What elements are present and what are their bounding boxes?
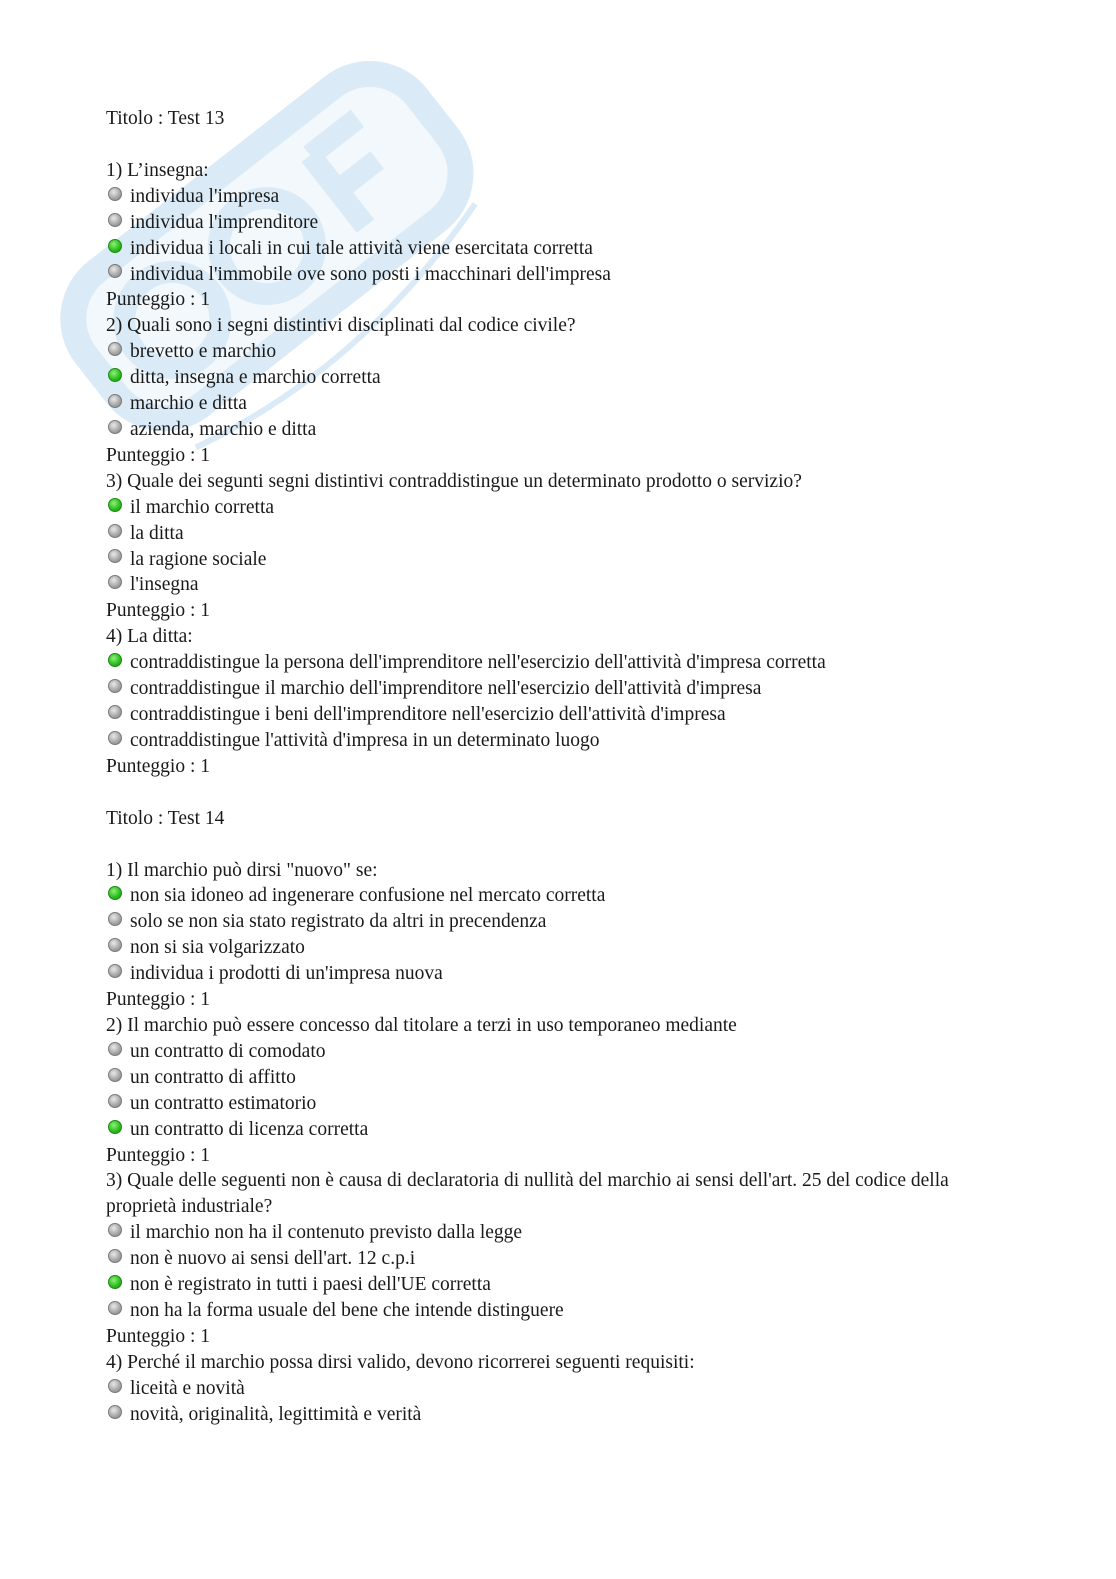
correct-answer-icon (108, 239, 122, 253)
answer-bullet-icon (108, 1249, 122, 1263)
answer-option-text: individua l'imprenditore (130, 211, 319, 233)
question-text: 3) Quale dei segunti segni distintivi contraddistingue un determinato prodotto o servizio? (106, 470, 802, 492)
question-text: 4) Perché il marchio possa dirsi valido, devono ricorrerei seguenti requisiti: (106, 1351, 695, 1373)
answer-bullet-icon (108, 679, 122, 693)
answer-option (106, 1402, 986, 1428)
question-text: 1) L’insegna: (106, 159, 209, 181)
answer-option-text: non sia idoneo ad ingenerare confusione nel mercato corretta (130, 885, 606, 907)
answer-option-text: un contratto di affitto (130, 1066, 296, 1088)
answer-option-text: contraddistingue l'attività d'impresa in un determinato luogo (130, 729, 600, 751)
score-text: Punteggio : 1 (106, 1144, 211, 1166)
answer-bullet-icon (108, 1068, 122, 1082)
score-text: Punteggio : 1 (106, 289, 211, 311)
answer-option (106, 365, 986, 391)
answer-option (106, 650, 986, 676)
correct-answer-icon (108, 653, 122, 667)
question-text: 4) La ditta: (106, 626, 193, 648)
answer-bullet-icon (108, 705, 122, 719)
answer-option (106, 262, 986, 288)
test-block (106, 106, 986, 780)
answer-bullet-icon (108, 264, 122, 278)
answer-option (106, 236, 986, 262)
answer-bullet-icon (108, 342, 122, 356)
answer-option (106, 521, 986, 547)
answer-option (106, 1376, 986, 1402)
answer-option-text: il marchio corretta (130, 496, 275, 518)
score-text: Punteggio : 1 (106, 600, 211, 622)
answer-option (106, 883, 986, 909)
answer-option-text: non è nuovo ai sensi dell'art. 12 c.p.i (130, 1248, 416, 1270)
answer-option (106, 1117, 986, 1143)
answer-option (106, 702, 986, 728)
answer-bullet-icon (108, 938, 122, 952)
correct-answer-icon (108, 368, 122, 382)
test-content (106, 106, 986, 1428)
answer-option (106, 1272, 986, 1298)
answer-option (106, 1039, 986, 1065)
answer-option (106, 184, 986, 210)
answer-option-text: solo se non sia stato registrato da altri in precendenza (130, 911, 547, 933)
answer-option-text: un contratto di comodato (130, 1040, 326, 1062)
answer-option-text: ditta, insegna e marchio corretta (130, 367, 381, 389)
answer-option (106, 935, 986, 961)
answer-option-text: individua i prodotti di un'impresa nuova (130, 963, 443, 985)
answer-bullet-icon (108, 1042, 122, 1056)
answer-option (106, 339, 986, 365)
answer-option (106, 1220, 986, 1246)
answer-option-text: novità, originalità, legittimità e verità (130, 1403, 422, 1425)
score-text: Punteggio : 1 (106, 1325, 211, 1347)
answer-option-text: marchio e ditta (130, 393, 247, 415)
correct-answer-icon (108, 1275, 122, 1289)
answer-option-text: il marchio non ha il contenuto previsto dalla legge (130, 1222, 523, 1244)
answer-option-text: brevetto e marchio (130, 341, 277, 363)
answer-option-text: un contratto di licenza corretta (130, 1118, 369, 1140)
answer-option-text: contraddistingue il marchio dell'imprenditore nell'esercizio dell'attività d'impresa (130, 678, 762, 700)
answer-bullet-icon (108, 187, 122, 201)
answer-option-text: non è registrato in tutti i paesi dell'UE corretta (130, 1274, 491, 1296)
answer-option (106, 572, 986, 598)
answer-option-text: contraddistingue la persona dell'imprenditore nell'esercizio dell'attività d'impresa corretta (130, 652, 826, 674)
question-text: 1) Il marchio può dirsi "nuovo" se: (106, 859, 378, 881)
answer-bullet-icon (108, 731, 122, 745)
answer-option (106, 495, 986, 521)
answer-bullet-icon (108, 1379, 122, 1393)
answer-option-text: la ditta (130, 522, 184, 544)
answer-option-text: contraddistingue i beni dell'imprenditore nell'esercizio dell'attività d'impresa (130, 703, 726, 725)
answer-option-text: la ragione sociale (130, 548, 267, 570)
answer-option-text: un contratto estimatorio (130, 1092, 317, 1114)
score-text: Punteggio : 1 (106, 989, 211, 1011)
answer-bullet-icon (108, 549, 122, 563)
answer-bullet-icon (108, 1301, 122, 1315)
question-text: 3) Quale delle seguenti non è causa di declaratoria di nullità del marchio ai sensi dell'art. 25 del codice della proprietà industriale? (106, 1170, 949, 1218)
answer-option-text: l'insegna (130, 574, 199, 596)
answer-option-text: liceità e novità (130, 1377, 245, 1399)
answer-bullet-icon (108, 394, 122, 408)
answer-option-text: individua l'impresa (130, 185, 280, 207)
correct-answer-icon (108, 1120, 122, 1134)
score-text: Punteggio : 1 (106, 444, 211, 466)
question-text: 2) Quali sono i segni distintivi disciplinati dal codice civile? (106, 315, 576, 337)
answer-option-text: individua l'immobile ove sono posti i macchinari dell'impresa (130, 263, 611, 285)
answer-bullet-icon (108, 213, 122, 227)
correct-answer-icon (108, 886, 122, 900)
answer-option (106, 417, 986, 443)
answer-bullet-icon (108, 964, 122, 978)
answer-option (106, 909, 986, 935)
answer-option (106, 728, 986, 754)
test-title: Titolo : Test 13 (106, 108, 225, 129)
answer-option (106, 1091, 986, 1117)
question-text: 2) Il marchio può essere concesso dal titolare a terzi in uso temporaneo mediante (106, 1015, 737, 1036)
answer-bullet-icon (108, 420, 122, 434)
answer-bullet-icon (108, 1094, 122, 1108)
answer-option (106, 547, 986, 573)
answer-option (106, 676, 986, 702)
answer-option (106, 1065, 986, 1091)
answer-option (106, 1246, 986, 1272)
test-title: Titolo : Test 14 (106, 807, 225, 829)
answer-bullet-icon (108, 524, 122, 538)
answer-bullet-icon (108, 912, 122, 926)
answer-option (106, 961, 986, 987)
answer-option-text: azienda, marchio e ditta (130, 418, 317, 440)
answer-option (106, 210, 986, 236)
answer-bullet-icon (108, 1223, 122, 1237)
answer-option-text: individua i locali in cui tale attività viene esercitata corretta (130, 237, 593, 259)
answer-option (106, 1298, 986, 1324)
score-text: Punteggio : 1 (106, 755, 211, 777)
correct-answer-icon (108, 498, 122, 512)
answer-option (106, 391, 986, 417)
test-block (106, 806, 986, 1428)
answer-option-text: non si sia volgarizzato (130, 937, 305, 959)
answer-option-text: non ha la forma usuale del bene che intende distinguere (130, 1299, 564, 1321)
answer-bullet-icon (108, 1405, 122, 1419)
answer-bullet-icon (108, 575, 122, 589)
